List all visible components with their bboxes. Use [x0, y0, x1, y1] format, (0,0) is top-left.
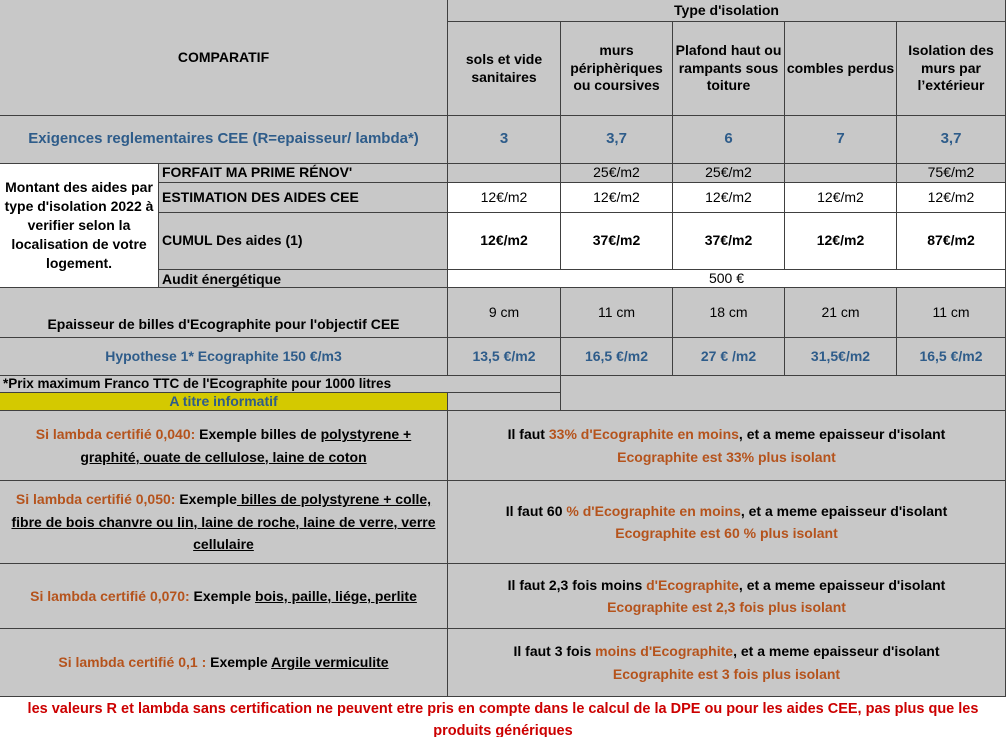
exigences-value: 7 [785, 116, 897, 164]
lambda-result [448, 481, 1006, 564]
lambda-value: Si lambda certifié 0,070: [30, 587, 190, 604]
lambda-text [8, 423, 439, 468]
exigences-value: 6 [673, 116, 785, 164]
titre-informatif: A titre informatif [0, 393, 448, 411]
epaisseur-label: Epaisseur de billes d'Ecographite pour l'objectif CEE [0, 288, 448, 338]
example-material: Argile vermiculite [271, 654, 389, 671]
epaisseur-value: 9 cm [448, 288, 561, 338]
hypothese-value: 13,5 €/m2 [448, 338, 561, 376]
example-prefix: Exemple [175, 491, 237, 508]
audit-value: 500 € [448, 270, 1006, 288]
result-line1: Il faut 33% d'Ecographite en moins, et a meme epaisseur d'isolant [507, 426, 946, 443]
cumul-value: 37€/m2 [673, 213, 785, 270]
cumul-value: 12€/m2 [448, 213, 561, 270]
estimation-label: ESTIMATION DES AIDES CEE [159, 183, 448, 213]
lambda-condition [0, 564, 448, 629]
lambda-condition [0, 629, 448, 697]
result-line2: Ecographite est 60 % plus isolant [615, 525, 838, 541]
cumul-value: 37€/m2 [561, 213, 673, 270]
aides-group-label: Montant des aides par type d'isolation 2022 à verifier selon la localisation de votre logement. [0, 164, 159, 288]
estimation-value: 12€/m2 [448, 183, 561, 213]
estimation-value: 12€/m2 [785, 183, 897, 213]
lambda-condition [0, 411, 448, 481]
hypothese-value: 27 € /m2 [673, 338, 785, 376]
blank-cell [561, 376, 1006, 411]
result-line2: Ecographite est 33% plus isolant [617, 448, 836, 465]
lambda-condition [0, 481, 448, 564]
cumul-label: CUMUL Des aides (1) [159, 213, 448, 270]
result-line2: Ecographite est 2,3 fois plus isolant [607, 599, 846, 615]
audit-label: Audit énergétique [159, 270, 448, 288]
blank-cell [448, 393, 561, 411]
example-prefix: Exemple [206, 654, 272, 671]
cumul-value: 12€/m2 [785, 213, 897, 270]
example-prefix: Exemple billes de [195, 426, 321, 443]
result-line1: Il faut 3 fois moins d'Ecographite, et a meme epaisseur d'isolant [513, 643, 940, 660]
cumul-value: 87€/m2 [897, 213, 1006, 270]
col-header-plafond: Plafond haut ou rampants sous toiture [673, 22, 785, 116]
forfait-value [785, 164, 897, 183]
lambda-result [448, 629, 1006, 697]
example-material: polystyrene + graphité, ouate de cellulose, laine de coton [80, 426, 412, 465]
col-header-murs: murs périphèriques ou coursives [561, 22, 673, 116]
result-line1: Il faut 2,3 fois moins d'Ecographite, et a meme epaisseur d'isolant [507, 576, 946, 593]
forfait-value: 75€/m2 [897, 164, 1006, 183]
lambda-value: Si lambda certifié 0,040: [35, 426, 196, 443]
col-header-sols: sols et vide sanitaires [448, 22, 561, 116]
hypothese-label: Hypothese 1* Ecographite 150 €/m3 [0, 338, 448, 376]
lambda-result [448, 564, 1006, 629]
hypothese-value: 16,5 €/m2 [561, 338, 673, 376]
epaisseur-value: 11 cm [897, 288, 1006, 338]
example-material: bois, paille, liége, perlite [255, 587, 417, 604]
prix-note: *Prix maximum Franco TTC de l'Ecographite pour 1000 litres [0, 376, 561, 393]
lambda-result [448, 411, 1006, 481]
lambda-value: Si lambda certifié 0,1 : [58, 654, 207, 671]
lambda-text [6, 488, 441, 555]
col-header-exterieur: Isolation des murs par l’extérieur [897, 22, 1006, 116]
forfait-label: FORFAIT MA PRIME RÉNOV' [159, 164, 448, 183]
type-isolation-header: Type d'isolation [448, 0, 1006, 22]
exigences-label: Exigences reglementaires CEE (R=epaisseur/ lambda*) [0, 116, 448, 164]
forfait-value: 25€/m2 [673, 164, 785, 183]
exigences-value: 3,7 [561, 116, 673, 164]
exigences-value: 3 [448, 116, 561, 164]
estimation-value: 12€/m2 [673, 183, 785, 213]
estimation-value: 12€/m2 [897, 183, 1006, 213]
result-line2: Ecographite est 3 fois plus isolant [612, 665, 841, 682]
example-prefix: Exemple [189, 587, 256, 604]
epaisseur-value: 11 cm [561, 288, 673, 338]
lambda-text [30, 585, 417, 607]
result-line1: Il faut 60 % d'Ecographite en moins, et a meme epaisseur d'isolant [505, 502, 948, 519]
lambda-value: Si lambda certifié 0,050: [15, 491, 176, 508]
comparatif-header: COMPARATIF [0, 0, 448, 116]
forfait-value: 25€/m2 [561, 164, 673, 183]
example-material: billes de polystyrene + colle, fibre de bois chanvre ou lin, laine de roche, laine de verre, verre cellulaire [11, 491, 436, 553]
epaisseur-value: 18 cm [673, 288, 785, 338]
epaisseur-value: 21 cm [785, 288, 897, 338]
footer-note: les valeurs R et lambda sans certification ne peuvent etre pris en compte dans le calcul de la DPE ou pour les aides CEE, pas plus que les produits génériques [0, 697, 1006, 737]
hypothese-value: 16,5 €/m2 [897, 338, 1006, 376]
exigences-value: 3,7 [897, 116, 1006, 164]
forfait-value [448, 164, 561, 183]
hypothese-value: 31,5€/m2 [785, 338, 897, 376]
col-header-combles: combles perdus [785, 22, 897, 116]
estimation-value: 12€/m2 [561, 183, 673, 213]
lambda-text [58, 651, 388, 673]
